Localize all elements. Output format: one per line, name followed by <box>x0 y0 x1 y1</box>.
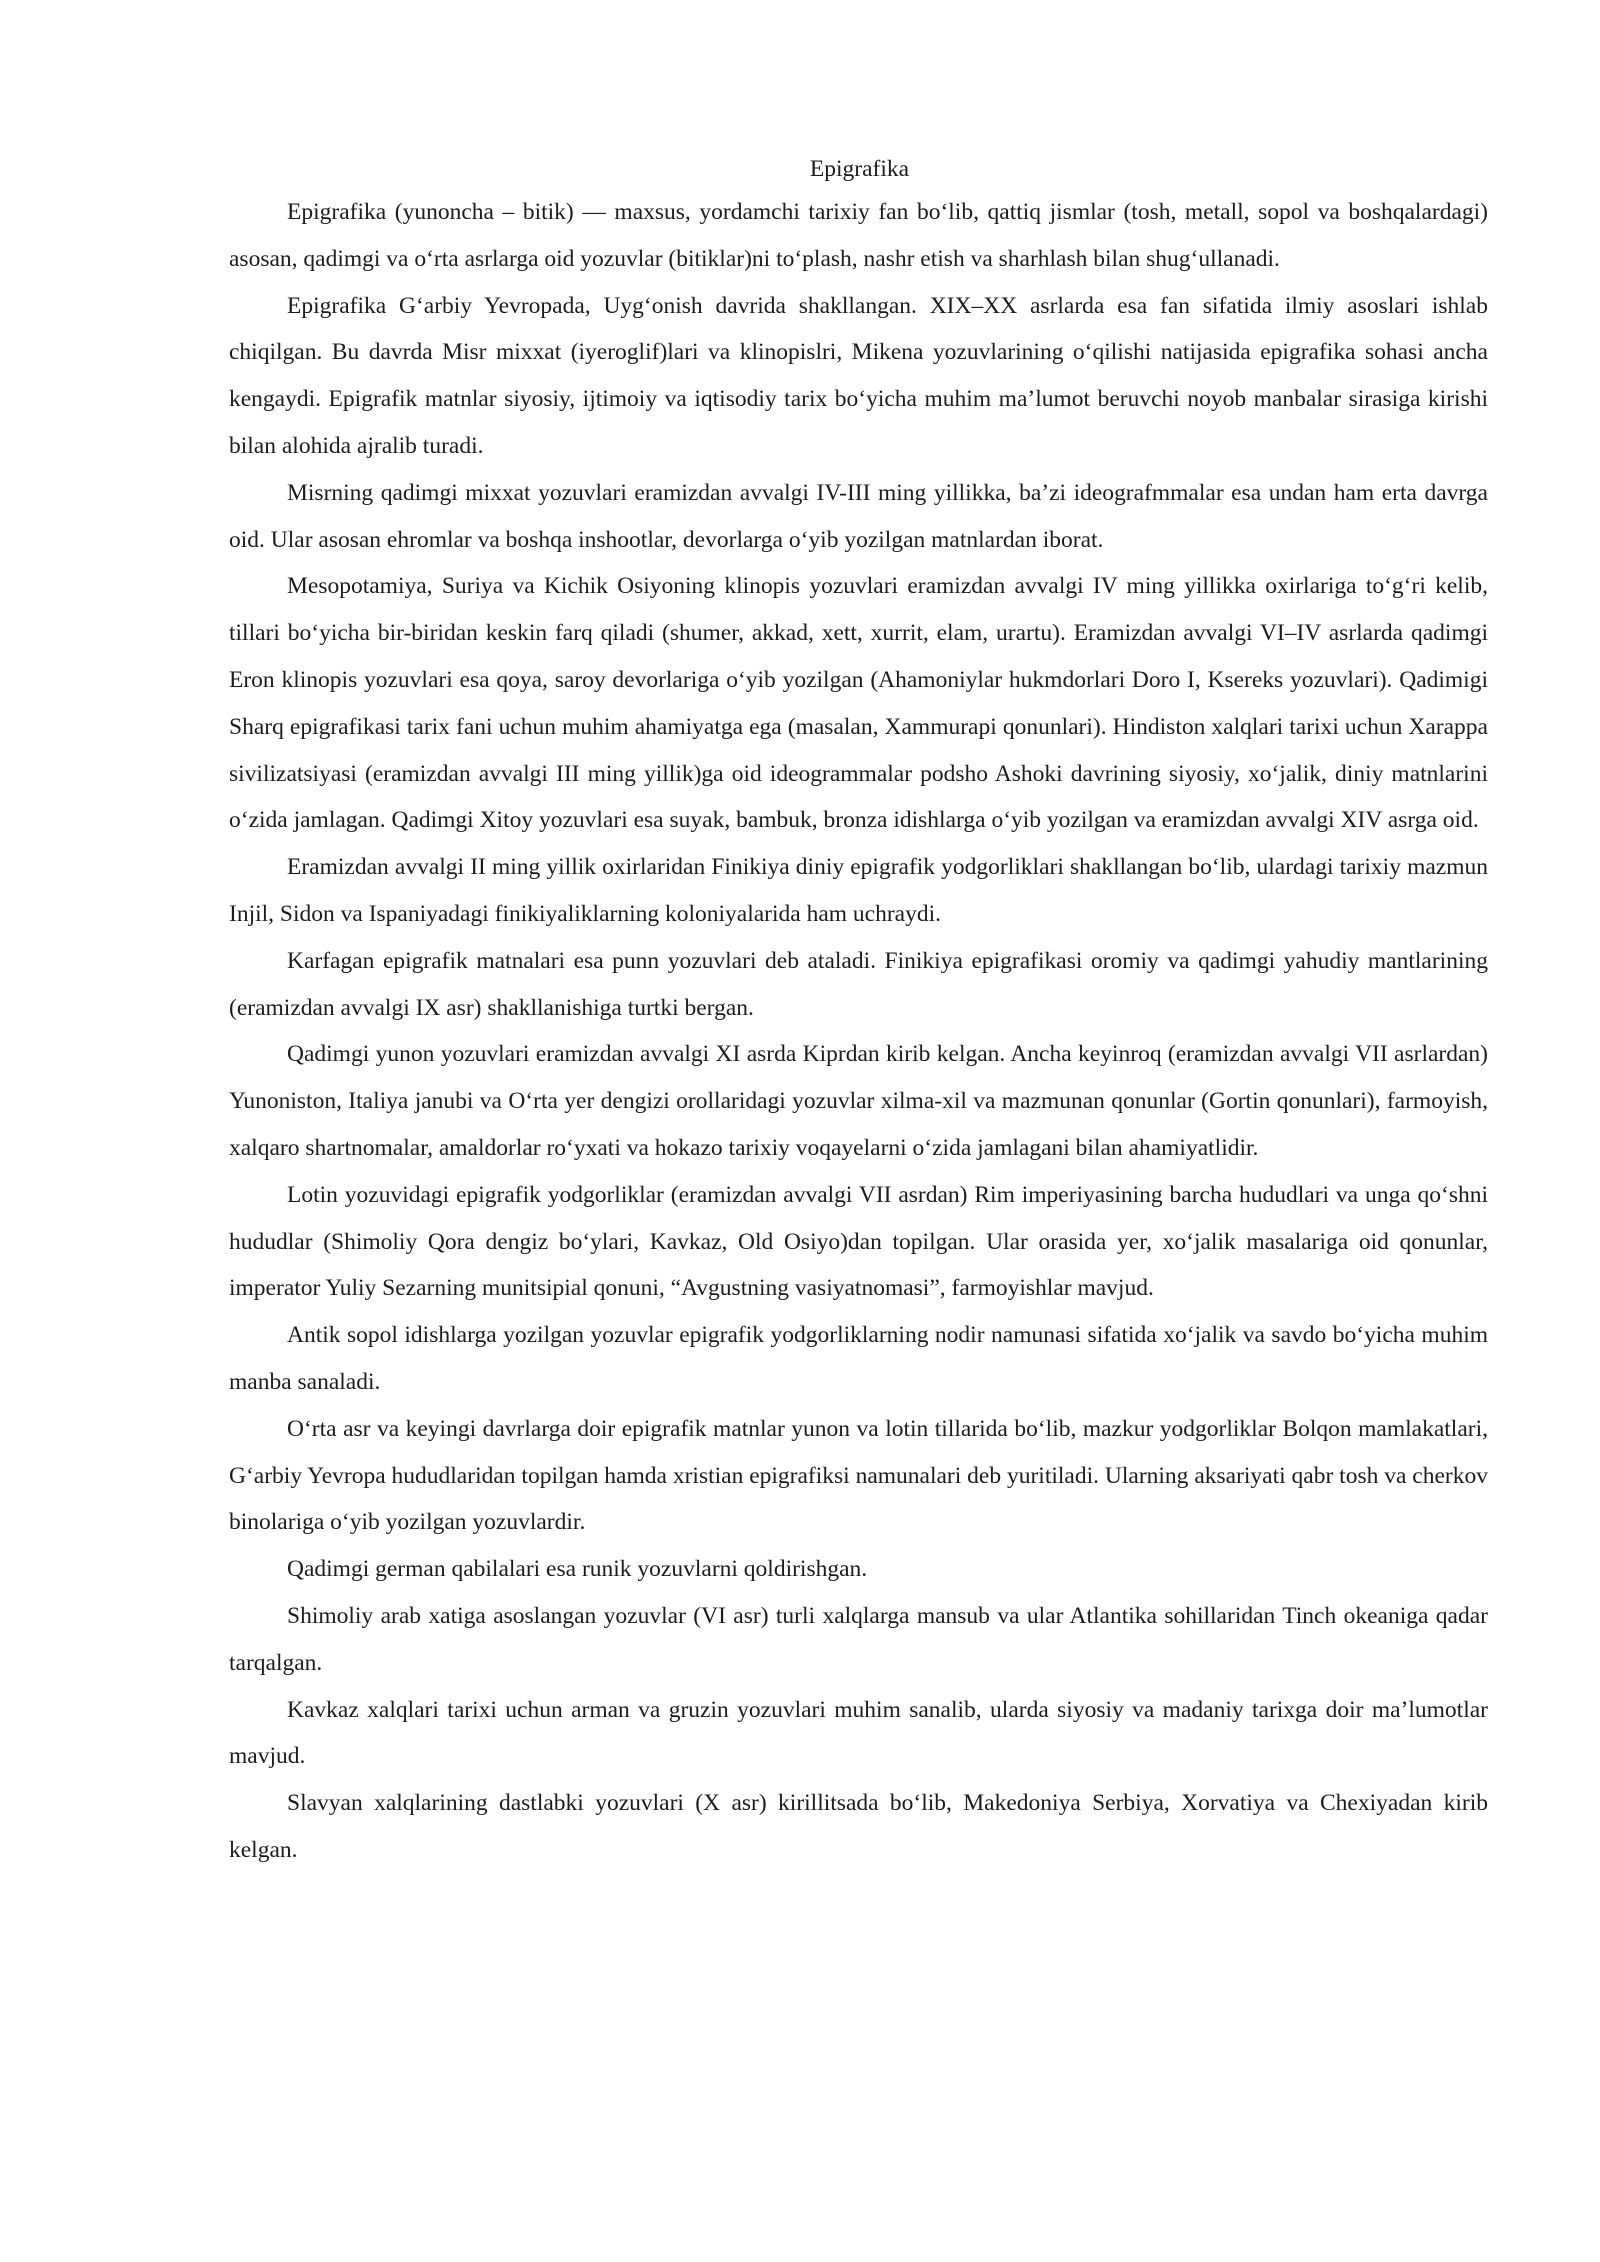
paragraph: Misrning qadimgi mixxat yozuvlari eramizdan avvalgi IV-III ming yillikka, baʼzi ideografmmalar esa undan ham erta davrga oid. Ular asosan ehromlar va boshqa inshootlar, devorlarga oʻyib yozilgan matnlardan iborat. <box>229 479 1488 553</box>
paragraph: Kavkaz xalqlari tarixi uchun arman va gruzin yozuvlari muhim sanalib, ularda siyosiy va madaniy tarixga doir maʼlumotlar mavjud. <box>229 1696 1488 1770</box>
page-title: Epigrafika <box>809 156 910 182</box>
paragraph: Slavyan xalqlarining dastlabki yozuvlari (X asr) kirillitsada boʻlib, Makedoniya Serbiya, Xorvatiya va Chexiyadan kirib kelgan. <box>229 1790 1488 1863</box>
paragraph: Antik sopol idishlarga yozilgan yozuvlar epigrafik yodgorliklarning nodir namunasi sifatida xoʻjalik va savdo boʻyicha muhim manba sanaladi. <box>229 1322 1488 1395</box>
paragraph: Shimoliy arab xatiga asoslangan yozuvlar (VI asr) turli xalqlarga mansub va ular Atlantika sohillaridan Tinch okeaniga qadar tarqalgan. <box>229 1602 1488 1676</box>
paragraph: Epigrafika Gʻarbiy Yevropada, Uygʻonish davrida shakllangan. XIX–XX asrlarda esa fan sifatida ilmiy asoslari ishlab chiqilgan. Bu davrda Misr mixxat (iyeroglif)lari va klinopislri, Mikena yozuvlarining oʻqilishi natijasida epigrafika sohasi ancha kengaydi. Epigrafik matnlar siyosiy, ijtimoiy va iqtisodiy tarix boʻyicha muhim maʼlumot beruvchi noyob manbalar sirasiga kirishi bilan alohida ajralib turadi. <box>229 292 1488 459</box>
paragraph: Qadimgi yunon yozuvlari eramizdan avvalgi XI asrda Kiprdan kirib kelgan. Ancha keyinroq (eramizdan avvalgi VII asrlardan) Yunoniston, Italiya janubi va Oʻrta yer dengizi orollaridagi yozuvlar xilma-xil va mazmunan qonunlar (Gortin qonunlari), farmoyish, xalqaro shartnomalar, amaldorlar roʻyxati va hokazo tarixiy voqayelarni oʻzida jamlagani bilan ahamiyatlidir. <box>229 1041 1488 1161</box>
paragraph: Epigrafika (yunoncha – bitik) — maxsus, yordamchi tarixiy fan boʻlib, qattiq jismlar (tosh, metall, sopol va boshqalardagi) asosan, qadimgi va oʻrta asrlarga oid yozuvlar (bitiklar)ni toʻplash, nashr etish va sharhlash bilan shugʻullanadi. <box>229 199 1488 272</box>
paragraph: Karfagan epigrafik matnalari esa punn yozuvlari deb ataladi. Finikiya epigrafikasi oromiy va qadimgi yahudiy mantlarining (eramizdan avvalgi IX asr) shakllanishiga turtki bergan. <box>229 947 1488 1021</box>
paragraph: Eramizdan avvalgi II ming yillik oxirlaridan Finikiya diniy epigrafik yodgorliklari shakllangan boʻlib, ulardagi tarixiy mazmun Injil, Sidon va Ispaniyadagi finikiyaliklarning koloniyalarida ham uchraydi. <box>229 854 1488 927</box>
paragraph: Qadimgi german qabilalari esa runik yozuvlarni qoldirishgan. <box>287 1556 868 1583</box>
paragraph: Mesopotamiya, Suriya va Kichik Osiyoning klinopis yozuvlari eramizdan avvalgi IV ming yillikka oxirlariga toʻgʻri kelib, tillari boʻyicha bir-biridan keskin farq qiladi (shumer, akkad, xett, xurrit, elam, urartu). Eramizdan avvalgi VI–IV asrlarda qadimgi Eron klinopis yozuvlari esa qoya, saroy devorlariga oʻyib yozilgan (Ahamoniylar hukmdorlari Doro I, Ksereks yozuvlari). Qadimigi Sharq epigrafikasi tarix fani uchun muhim ahamiyatga ega (masalan, Xammurapi qonunlari). Hindiston xalqlari tarixi uchun Xarappa sivilizatsiyasi (eramizdan avvalgi III ming yillik)ga oid ideogrammalar podsho Ashoki davrining siyosiy, xoʻjalik, diniy matnlarini oʻzida jamlagan. Qadimgi Xitoy yozuvlari esa suyak, bambuk, bronza idishlarga oʻyib yozilgan va eramizdan avvalgi XIV asrga oid. <box>229 573 1488 834</box>
document-body <box>229 150 1488 1874</box>
paragraph: Lotin yozuvidagi epigrafik yodgorliklar (eramizdan avvalgi VII asrdan) Rim imperiyasining barcha hududlari va unga qoʻshni hududlar (Shimoliy Qora dengiz boʻylari, Kavkaz, Old Osiyo)dan topilgan. Ular orasida yer, xoʻjalik masalariga oid qonunlar, imperator Yuliy Sezarning munitsipial qonuni, “Avgustning vasiyatnomasi”, farmoyishlar mavjud. <box>229 1181 1488 1302</box>
paragraph: Oʻrta asr va keyingi davrlarga doir epigrafik matnlar yunon va lotin tillarida boʻlib, mazkur yodgorliklar Bolqon mamlakatlari, Gʻarbiy Yevropa hududlaridan topilgan hamda xristian epigrafiksi namunalari deb yuritiladi. Ularning aksariyati qabr tosh va cherkov binolariga oʻyib yozilgan yozuvlardir. <box>229 1415 1488 1536</box>
